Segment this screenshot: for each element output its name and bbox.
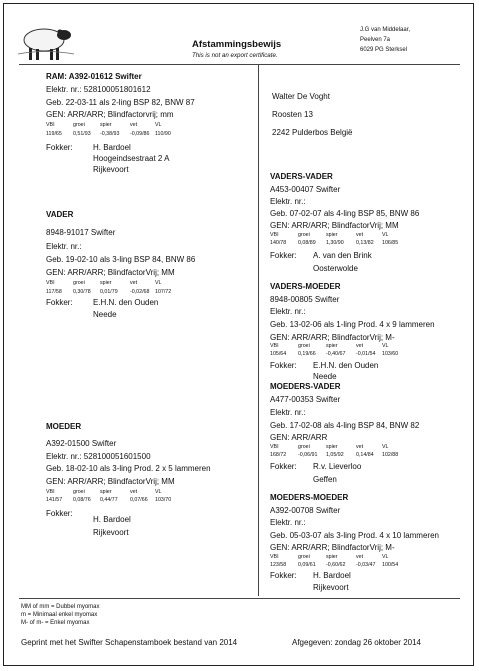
ram-geb: Geb. 22-03-11 als 2-ling BSP 82, BNW 87 [46, 98, 195, 107]
vaders-vader-heading: VADERS-VADER [270, 172, 333, 181]
vader-name: 8948-91017 Swifter [46, 228, 116, 237]
moeders-moeder-gen: GEN: ARR/ARR; BlindfactorVrij; M- [270, 543, 395, 552]
moeders-moeder-geb: Geb. 05-03-07 als 3-ling Prod. 4 x 10 lammeren [270, 531, 439, 540]
owner-city: 2242 Pulderbos België [272, 128, 353, 137]
header-divider [19, 64, 460, 65]
moeders-vader-gen: GEN: ARR/ARR [270, 433, 328, 442]
moeders-vader-elektr: Elektr. nr.: [270, 408, 306, 417]
moeders-vader-name: A477-00353 Swifter [270, 395, 341, 404]
legend-line-2: m = Minimaal enkel myomax [21, 612, 98, 618]
ram-fokker-name: H. Bardoel [93, 143, 131, 152]
owner-name: Walter De Voght [272, 92, 330, 101]
vader-fokker-city: Neede [93, 310, 117, 319]
breeder-address-name: J.G van Middelaar, [360, 27, 411, 33]
breeder-address-city: 6029 PG Sterksel [360, 47, 408, 53]
moeder-gen: GEN: ARR/ARR; BlindfactorVrij; MM [46, 477, 175, 486]
ram-fokker-label: Fokker: [46, 143, 73, 152]
breeder-address-street: Peelven 7a [360, 37, 391, 43]
moeder-fokker-label: Fokker: [46, 509, 73, 518]
footer-issue-date: Afgegeven: zondag 26 oktober 2014 [292, 638, 421, 647]
owner-street: Roosten 13 [272, 110, 313, 119]
moeder-geb: Geb. 18-02-10 als 3-ling Prod. 2 x 5 lammeren [46, 464, 211, 473]
vader-elektr: Elektr. nr.: [46, 242, 82, 251]
vader-fokker-name: E.H.N. den Ouden [93, 298, 159, 307]
vaders-moeder-name: 8948-00805 Swifter [270, 295, 340, 304]
ram-fokker-city: Rijkevoort [93, 165, 129, 174]
footer-printed-note: Geprint met het Swifter Schapenstamboek bestand van 2014 [21, 638, 238, 647]
moeders-moeder-fokker-city: Rijkevoort [313, 583, 349, 592]
moeder-heading: MOEDER [46, 422, 82, 431]
vaders-vader-geb: Geb. 07-02-07 als 4-ling BSP 85, BNW 86 [270, 209, 420, 218]
document-subtitle: This is not an export certificate. [192, 52, 278, 59]
ram-fokker-street: Hoogeindsestraat 2 A [93, 154, 170, 163]
document-title: Afstammingsbewijs [192, 39, 282, 50]
column-divider [258, 64, 259, 596]
vaders-vader-name: A453-00407 Swifter [270, 185, 341, 194]
ram-heading: RAM: A392-01612 Swifter [46, 72, 142, 81]
vaders-vader-elektr: Elektr. nr.: [270, 197, 306, 206]
sheep-logo-icon [14, 18, 76, 64]
moeders-vader-geb: Geb. 17-02-08 als 4-ling BSP 84, BNW 82 [270, 421, 420, 430]
moeders-moeder-elektr: Elektr. nr.: [270, 518, 306, 527]
vaders-vader-gen: GEN: ARR/ARR; BlindfactorVrij; MM [270, 221, 399, 230]
vaders-moeder-gen: GEN: ARR/ARR; BlindfactorVrij; M- [270, 333, 395, 342]
vaders-vader-fokker-label: Fokker: [270, 251, 297, 260]
moeder-elektr: Elektr. nr.: 528100051601500 [46, 452, 151, 461]
vaders-vader-fokker-city: Oosterwolde [313, 264, 358, 273]
ram-gen: GEN: ARR/ARR; Blindfactorvrij; mm [46, 110, 174, 119]
moeders-vader-heading: MOEDERS-VADER [270, 382, 341, 391]
vaders-moeder-fokker-label: Fokker: [270, 361, 297, 370]
moeders-vader-fokker-city: Geffen [313, 475, 337, 484]
legend-divider [19, 598, 460, 599]
moeder-name: A392-01500 Swifter [46, 439, 117, 448]
moeder-fokker-city: Rijkevoort [93, 528, 129, 537]
vaders-vader-fokker-name: A. van den Brink [313, 251, 372, 260]
moeders-moeder-fokker-label: Fokker: [270, 571, 297, 580]
vaders-moeder-fokker-name: E.H.N. den Ouden [313, 361, 379, 370]
moeders-moeder-fokker-name: H. Bardoel [313, 571, 351, 580]
moeders-moeder-name: A392-00708 Swifter [270, 506, 341, 515]
vaders-moeder-fokker-city: Neede [313, 372, 337, 381]
vader-gen: GEN: ARR/ARR; BlindfactorVrij; MM [46, 268, 175, 277]
ram-elektr: Elektr. nr.: 528100051801612 [46, 85, 151, 94]
legend-line-1: MM of mm = Dubbel myomax [21, 604, 100, 610]
vaders-moeder-heading: VADERS-MOEDER [270, 282, 341, 291]
vader-fokker-label: Fokker: [46, 298, 73, 307]
moeders-moeder-heading: MOEDERS-MOEDER [270, 493, 349, 502]
vader-geb: Geb. 19-02-10 als 3-ling BSP 84, BNW 86 [46, 255, 196, 264]
moeders-vader-fokker-name: R.v. Lieverloo [313, 462, 362, 471]
vaders-moeder-geb: Geb. 13-02-06 als 1-ling Prod. 4 x 9 lammeren [270, 320, 435, 329]
vaders-moeder-elektr: Elektr. nr.: [270, 307, 306, 316]
moeders-vader-fokker-label: Fokker: [270, 462, 297, 471]
legend-line-3: M- of m- = Enkel myomax [21, 620, 90, 626]
moeder-fokker-name: H. Bardoel [93, 515, 131, 524]
vader-heading: VADER [46, 210, 74, 219]
